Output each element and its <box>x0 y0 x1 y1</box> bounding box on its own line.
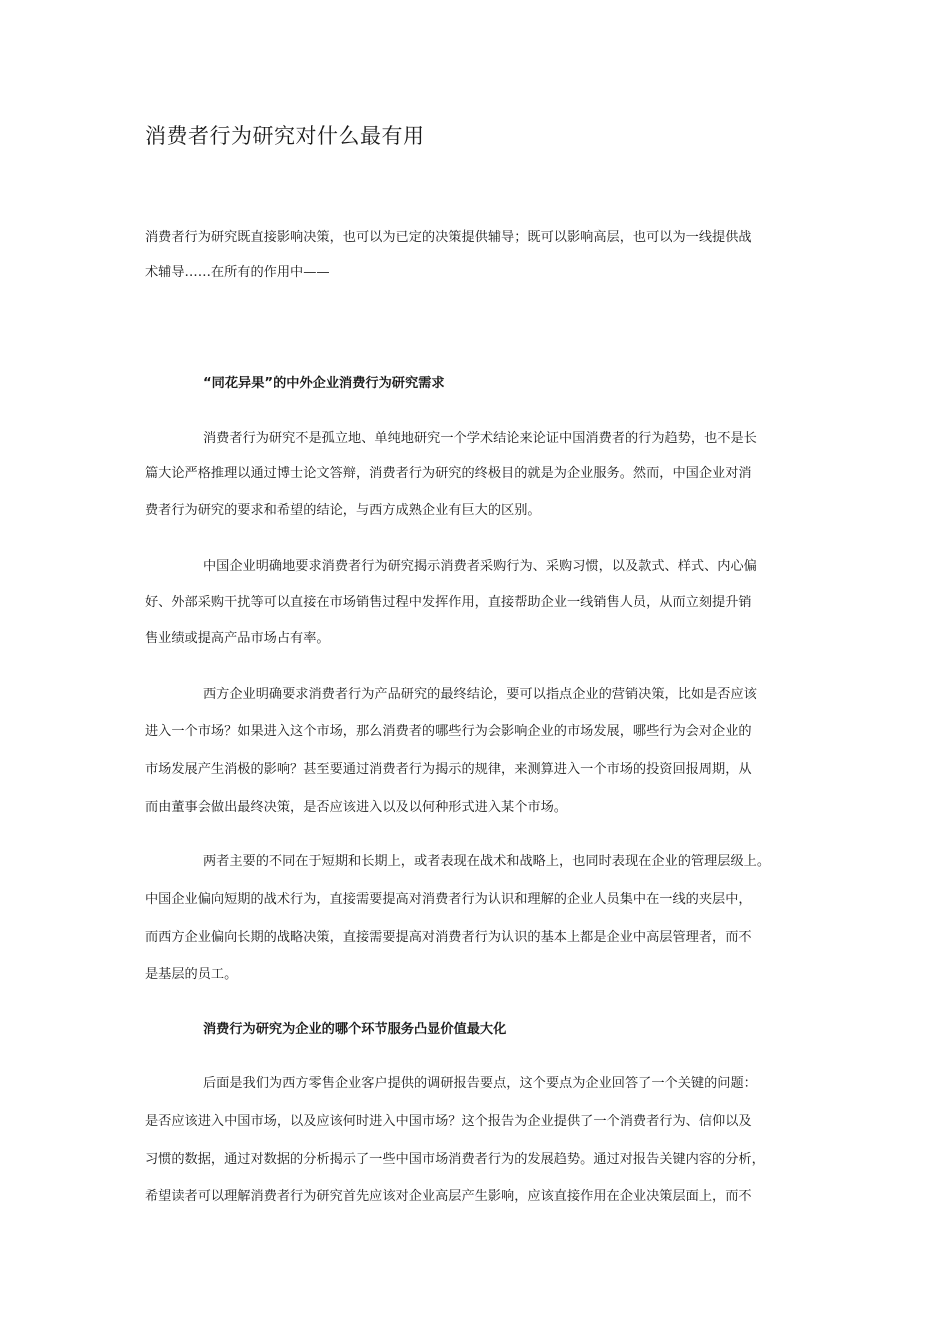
paragraph-line: 中国企业偏向短期的战术行为，直接需要提高对消费者行为认识和理解的企业人员集中在一线的夹层中， <box>145 892 752 907</box>
document-title: 消费者行为研究对什么最有用 <box>145 124 425 148</box>
paragraph-line: 希望读者可以理解消费者行为研究首先应该对企业高层产生影响，应该直接作用在企业决策层面上，而不 <box>145 1189 752 1204</box>
paragraph-line: 是基层的员工。 <box>145 967 238 982</box>
intro-line: 消费者行为研究既直接影响决策，也可以为已定的决策提供辅导；既可以影响高层，也可以为一线提供战 <box>145 230 752 245</box>
intro-line: 术辅导……在所有的作用中—— <box>145 265 330 280</box>
paragraph-line: 后面是我们为西方零售企业客户提供的调研报告要点，这个要点为企业回答了一个关键的问题： <box>203 1076 757 1091</box>
paragraph-line: 费者行为研究的要求和希望的结论，与西方成熟企业有巨大的区别。 <box>145 503 541 518</box>
paragraph-line: 是否应该进入中国市场，以及应该何时进入中国市场？这个报告为企业提供了一个消费者行为、信仰以及 <box>145 1114 752 1129</box>
section-heading: 消费行为研究为企业的哪个环节服务凸显价值最大化 <box>203 1022 507 1037</box>
paragraph-line: 两者主要的不同在于短期和长期上，或者表现在战术和战略上，也同时表现在企业的管理层级上。 <box>203 854 771 869</box>
paragraph-line: 中国企业明确地要求消费者行为研究揭示消费者采购行为、采购习惯，以及款式、样式、内心偏 <box>203 559 757 574</box>
paragraph-line: 进入一个市场？如果进入这个市场，那么消费者的哪些行为会影响企业的市场发展，哪些行为会对企业的 <box>145 724 752 739</box>
paragraph-line: 篇大论严格推理以通过博士论文答辩，消费者行为研究的终极目的就是为企业服务。然而，中国企业对消 <box>145 466 752 481</box>
paragraph-line: 消费者行为研究不是孤立地、单纯地研究一个学术结论来论证中国消费者的行为趋势，也不是长 <box>203 431 757 446</box>
paragraph-line: 而西方企业偏向长期的战略决策，直接需要提高对消费者行为认识的基本上都是企业中高层管理者，而不 <box>145 930 752 945</box>
paragraph-line: 习惯的数据，通过对数据的分析揭示了一些中国市场消费者行为的发展趋势。通过对报告关键内容的分析， <box>145 1152 765 1167</box>
paragraph-line: 售业绩或提高产品市场占有率。 <box>145 631 330 646</box>
paragraph-line: 好、外部采购干扰等可以直接在市场销售过程中发挥作用，直接帮助企业一线销售人员，从而立刻提升销 <box>145 595 752 610</box>
paragraph-line: 而由董事会做出最终决策，是否应该进入以及以何种形式进入某个市场。 <box>145 800 567 815</box>
paragraph-line: 西方企业明确要求消费者行为产品研究的最终结论，要可以指点企业的营销决策，比如是否应该 <box>203 687 757 702</box>
section-heading: “同花异果”的中外企业消费行为研究需求 <box>203 376 445 391</box>
paragraph-line: 市场发展产生消极的影响？甚至要通过消费者行为揭示的规律，来测算进入一个市场的投资回报周期，从 <box>145 762 752 777</box>
